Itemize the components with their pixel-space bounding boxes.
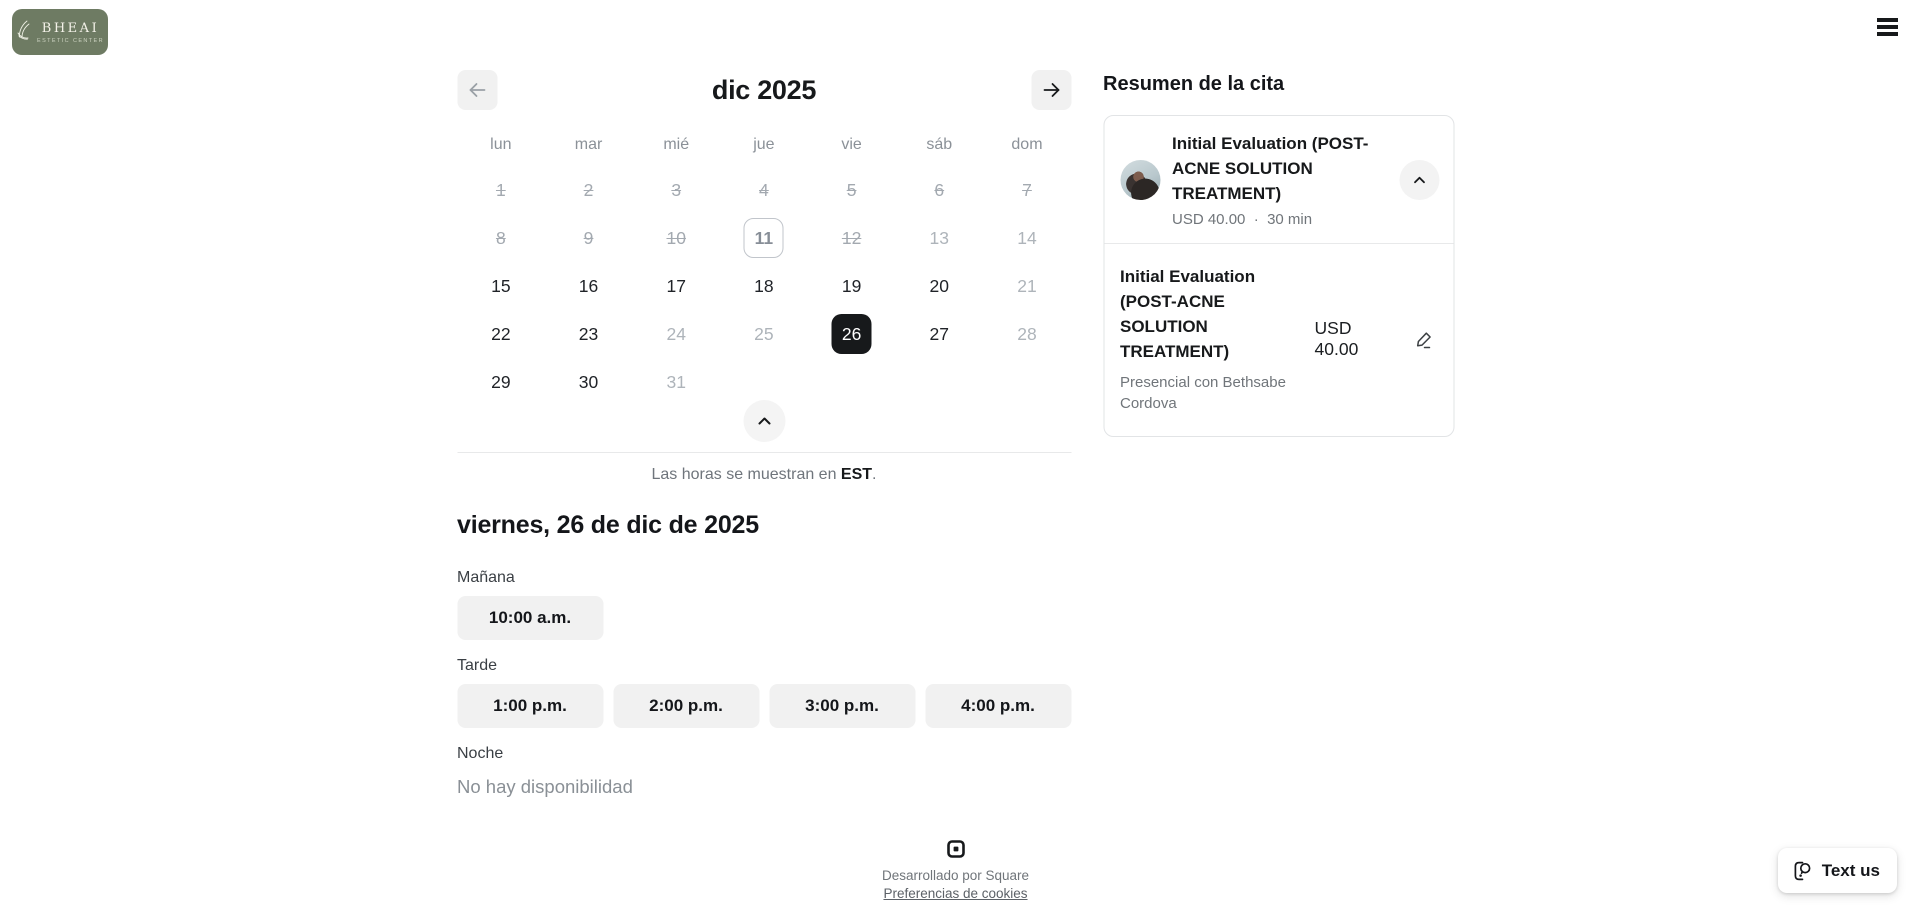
calendar-day-1: 1 bbox=[495, 179, 506, 200]
calendar-day-cell bbox=[720, 310, 808, 358]
calendar-day-13: 13 bbox=[929, 227, 950, 248]
calendar-day-cell bbox=[983, 262, 1071, 310]
calendar-day-cell[interactable] bbox=[545, 310, 633, 358]
calendar-day-28: 28 bbox=[1017, 323, 1037, 344]
calendar-day-cell bbox=[457, 166, 545, 214]
calendar-divider bbox=[457, 452, 1071, 453]
day-header: mié bbox=[663, 136, 690, 153]
leaf-icon bbox=[16, 19, 32, 46]
calendar-day-2: 2 bbox=[583, 179, 594, 200]
calendar-day-16[interactable]: 16 bbox=[578, 275, 599, 296]
calendar-day-cell[interactable] bbox=[808, 262, 896, 310]
calendar-day-cell bbox=[983, 310, 1071, 358]
calendar-day-29[interactable]: 29 bbox=[491, 371, 511, 392]
calendar-day-cell bbox=[808, 214, 896, 262]
calendar-day-cell bbox=[545, 214, 633, 262]
timezone-value: EST bbox=[840, 466, 873, 483]
day-header: lun bbox=[490, 136, 512, 153]
calendar-day-cell[interactable] bbox=[808, 310, 896, 358]
detail-location-staff: Presencial con Bethsabe Cordova bbox=[1120, 374, 1286, 412]
calendar-day-cell bbox=[632, 358, 720, 406]
collapse-calendar-button[interactable] bbox=[743, 400, 785, 442]
timezone-note: Las horas se muestran en EST. bbox=[651, 466, 877, 483]
selected-date-heading: viernes, 26 de dic de 2025 bbox=[457, 511, 759, 539]
square-logo-icon bbox=[947, 840, 965, 863]
pencil-icon bbox=[1413, 329, 1434, 350]
calendar-day-3: 3 bbox=[671, 179, 682, 200]
calendar-day-headers bbox=[457, 136, 1071, 154]
collapse-summary-button[interactable] bbox=[1399, 160, 1439, 200]
service-title: Initial Evaluation (POST-ACNE SOLUTION TREATMENT) bbox=[1172, 134, 1369, 203]
calendar-day-cell bbox=[632, 310, 720, 358]
calendar-day-cell[interactable] bbox=[545, 262, 633, 310]
no-availability-text: No hay disponibilidad bbox=[457, 776, 633, 797]
prev-month-button[interactable] bbox=[457, 70, 497, 110]
calendar-day-cell bbox=[895, 166, 983, 214]
time-slot-button[interactable]: 1:00 p.m. bbox=[457, 684, 603, 728]
day-header: sáb bbox=[926, 136, 953, 153]
chevron-up-icon bbox=[754, 411, 774, 431]
calendar-day-5: 5 bbox=[846, 179, 857, 200]
calendar-month-title: dic 2025 bbox=[711, 74, 817, 105]
calendar-day-cell bbox=[895, 214, 983, 262]
service-detail-row bbox=[1104, 244, 1453, 436]
calendar-day-12: 12 bbox=[841, 227, 862, 248]
edit-service-button[interactable] bbox=[1413, 329, 1434, 350]
provider-avatar bbox=[1120, 160, 1160, 200]
calendar-header bbox=[457, 70, 1071, 110]
brand-name: BHEAI bbox=[41, 20, 100, 36]
time-slot-button[interactable]: 10:00 a.m. bbox=[457, 596, 603, 640]
slot-section-label: Noche bbox=[457, 745, 504, 762]
calendar-day-cell[interactable] bbox=[457, 310, 545, 358]
calendar-day-cell[interactable] bbox=[457, 262, 545, 310]
cookie-preferences-link[interactable]: Preferencias de cookies bbox=[883, 886, 1028, 901]
chevron-up-icon bbox=[1410, 171, 1428, 189]
calendar-day-cell bbox=[632, 166, 720, 214]
day-header: jue bbox=[753, 136, 775, 153]
calendar-day-cell[interactable] bbox=[895, 262, 983, 310]
summary-card bbox=[1103, 115, 1454, 437]
calendar-day-cell[interactable] bbox=[632, 262, 720, 310]
powered-by-text: Desarrollado por Square bbox=[881, 868, 1030, 883]
calendar-day-cell bbox=[632, 214, 720, 262]
calendar-day-7: 7 bbox=[1022, 179, 1032, 200]
calendar-day-31: 31 bbox=[666, 371, 686, 392]
time-slot-button[interactable]: 3:00 p.m. bbox=[769, 684, 915, 728]
time-slot-button[interactable]: 2:00 p.m. bbox=[613, 684, 759, 728]
service-meta bbox=[1172, 211, 1387, 228]
calendar-day-cell[interactable] bbox=[720, 262, 808, 310]
text-us-button[interactable] bbox=[1778, 848, 1897, 893]
slot-sections bbox=[457, 569, 1071, 798]
calendar-day-9: 9 bbox=[583, 227, 594, 248]
calendar-day-cell bbox=[983, 166, 1071, 214]
calendar-day-10: 10 bbox=[666, 227, 686, 248]
calendar-day-22[interactable]: 22 bbox=[491, 323, 511, 344]
brand-tagline: ESTETIC CENTER bbox=[37, 37, 104, 44]
detail-service-title: Initial Evaluation (POST-ACNE SOLUTION TREATMENT) bbox=[1120, 267, 1256, 361]
calendar-grid bbox=[457, 166, 1071, 406]
calendar-day-21: 21 bbox=[1017, 275, 1037, 296]
slot-grid bbox=[457, 596, 1071, 640]
calendar-day-cell bbox=[720, 214, 808, 262]
time-slot-button[interactable]: 4:00 p.m. bbox=[925, 684, 1071, 728]
calendar-day-cell bbox=[983, 214, 1071, 262]
calendar-day-17[interactable]: 17 bbox=[666, 275, 686, 296]
calendar-day-25: 25 bbox=[754, 323, 774, 344]
page-footer bbox=[0, 840, 1911, 903]
calendar-day-20[interactable]: 20 bbox=[929, 275, 950, 296]
slot-section-label: Tarde bbox=[457, 657, 498, 674]
arrow-left-icon bbox=[466, 79, 488, 101]
calendar-day-18[interactable]: 18 bbox=[754, 275, 774, 296]
calendar-day-26[interactable]: 26 bbox=[832, 314, 872, 354]
calendar-day-19[interactable]: 19 bbox=[841, 275, 862, 296]
day-header: mar bbox=[574, 136, 603, 153]
calendar-day-8: 8 bbox=[495, 227, 506, 248]
service-header-row bbox=[1104, 116, 1453, 243]
calendar-day-15[interactable]: 15 bbox=[491, 275, 511, 296]
detail-price: USD 40.00 bbox=[1314, 318, 1359, 359]
calendar-day-cell bbox=[720, 166, 808, 214]
service-duration: 30 min bbox=[1267, 211, 1313, 228]
calendar-day-cell bbox=[545, 166, 633, 214]
summary-heading: Resumen de la cita bbox=[1103, 73, 1285, 95]
calendar-day-4: 4 bbox=[759, 179, 769, 200]
menu-button[interactable] bbox=[1877, 18, 1899, 36]
calendar-day-cell[interactable] bbox=[895, 310, 983, 358]
service-price: USD 40.00 bbox=[1172, 211, 1246, 228]
calendar-day-cell[interactable] bbox=[545, 358, 633, 406]
next-month-button[interactable] bbox=[1031, 70, 1071, 110]
calendar-day-cell bbox=[808, 166, 896, 214]
day-header: dom bbox=[1011, 136, 1043, 153]
calendar-column bbox=[457, 70, 1071, 798]
calendar-day-24: 24 bbox=[666, 323, 686, 344]
hamburger-icon bbox=[1877, 18, 1898, 22]
arrow-right-icon bbox=[1040, 79, 1062, 101]
calendar-day-30[interactable]: 30 bbox=[578, 371, 599, 392]
main-content bbox=[457, 0, 1454, 798]
summary-panel bbox=[1103, 70, 1454, 798]
calendar-day-cell bbox=[457, 214, 545, 262]
calendar-day-6: 6 bbox=[934, 179, 945, 200]
text-us-label: Text us bbox=[1821, 860, 1880, 880]
meta-separator: · bbox=[1253, 211, 1259, 228]
calendar-day-23[interactable]: 23 bbox=[578, 323, 599, 344]
slot-grid bbox=[457, 684, 1071, 728]
brand-logo[interactable] bbox=[12, 9, 108, 55]
calendar-day-14: 14 bbox=[1017, 227, 1037, 248]
calendar-day-11: 11 bbox=[744, 218, 784, 258]
message-phone-icon bbox=[1792, 860, 1813, 882]
calendar-day-cell[interactable] bbox=[457, 358, 545, 406]
day-header: vie bbox=[841, 136, 862, 153]
calendar-day-27[interactable]: 27 bbox=[929, 323, 950, 344]
slot-section-label: Mañana bbox=[457, 569, 515, 586]
